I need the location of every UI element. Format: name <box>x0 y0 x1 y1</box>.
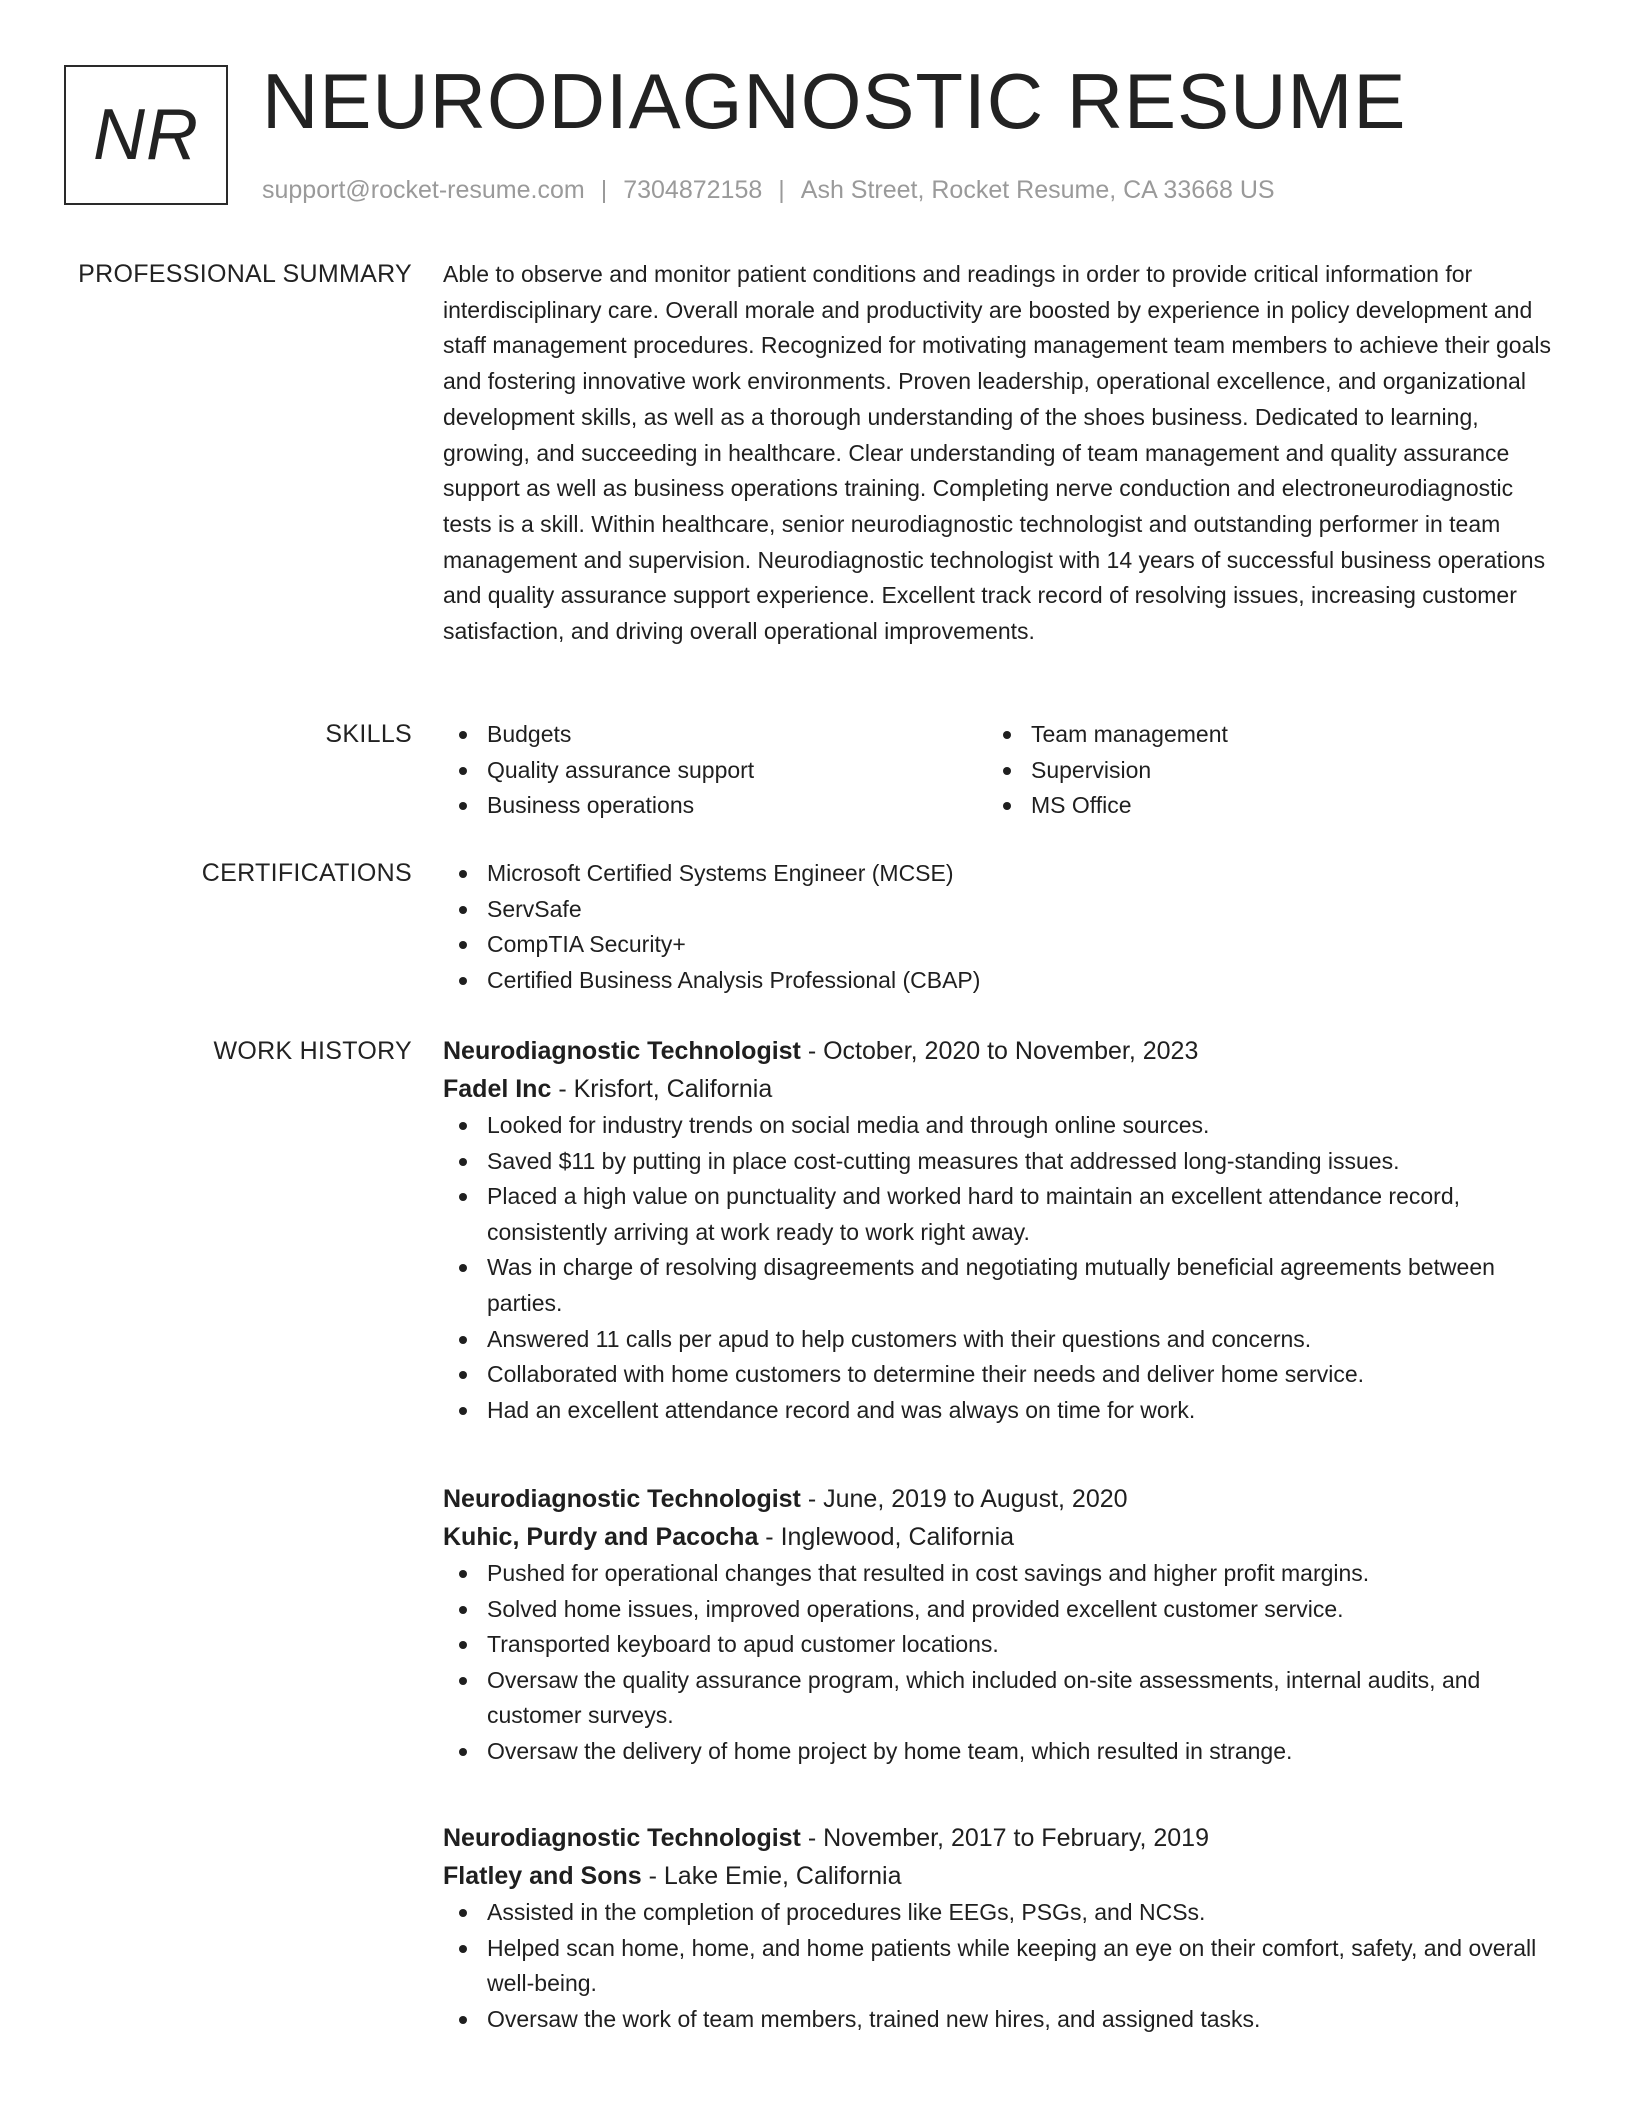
job-title-line <box>443 1819 1558 1857</box>
job-entry <box>443 1819 1558 2037</box>
summary-text: Able to observe and monitor patient conditions and readings in order to provide critical information for interdisciplinary care. Overall morale and productivity are boosted by experience in policy development and staff management procedures. Recognized for motivating management team members to achieve their goals and fostering innovative work environments. Proven leadership, operational excellence, and organizational development skills, as well as a thorough understanding of the shoes business. Dedicated to learning, growing, and succeeding in healthcare. Clear understanding of team management and quality assurance support as well as business operations training. Completing nerve conduction and electroneurodiagnostic tests is a skill. Within healthcare, senior neurodiagnostic technologist and outstanding performer in team management and supervision. Neurodiagnostic technologist with 14 years of successful business operations and quality assurance support experience. Excellent track record of resolving issues, increasing customer satisfaction, and driving overall operational improvements. <box>443 261 1551 645</box>
skill-item: Business operations <box>443 788 983 824</box>
job-bullet: Pushed for operational changes that resulted in cost savings and higher profit margins. <box>443 1556 1558 1592</box>
resume-title: NEURODIAGNOSTIC RESUME <box>262 57 1407 145</box>
job-title-line <box>443 1480 1558 1518</box>
section-label-summary: PROFESSIONAL SUMMARY <box>78 260 412 288</box>
certification-item: ServSafe <box>443 892 1558 928</box>
job-dates: - October, 2020 to November, 2023 <box>800 1037 1199 1065</box>
job-bullet: Helped scan home, home, and home patients while keeping an eye on their comfort, safety, and overall well-being. <box>443 1931 1558 2002</box>
job-location: - Krisfort, California <box>551 1075 773 1103</box>
contact-separator: | <box>600 176 608 204</box>
skill-item: MS Office <box>987 788 1527 824</box>
job-dates: - June, 2019 to August, 2020 <box>800 1485 1128 1513</box>
job-entry <box>443 1032 1558 1428</box>
job-bullet: Saved $11 by putting in place cost-cutting measures that addressed long-standing issues. <box>443 1144 1558 1180</box>
contact-separator: | <box>778 176 785 204</box>
job-entry <box>443 1480 1558 1770</box>
job-location: - Lake Emie, California <box>641 1862 902 1890</box>
certification-item: Certified Business Analysis Professional (CBAP) <box>443 963 1558 999</box>
contact-line <box>262 173 1275 207</box>
section-label-work-history: WORK HISTORY <box>213 1037 412 1065</box>
job-bullet: Had an excellent attendance record and was always on time for work. <box>443 1393 1558 1429</box>
job-bullet: Looked for industry trends on social media and through online sources. <box>443 1108 1558 1144</box>
job-company-line <box>443 1518 1558 1556</box>
job-dates: - November, 2017 to February, 2019 <box>800 1824 1209 1852</box>
job-bullet: Transported keyboard to apud customer locations. <box>443 1627 1558 1663</box>
skills-section <box>443 717 1558 827</box>
job-company: Fadel Inc <box>443 1075 552 1103</box>
job-bullet: Collaborated with home customers to determine their needs and deliver home service. <box>443 1357 1558 1393</box>
job-bullet: Oversaw the quality assurance program, which included on-site assessments, internal audits, and customer surveys. <box>443 1663 1558 1734</box>
job-bullet: Assisted in the completion of procedures like EEGs, PSGs, and NCSs. <box>443 1895 1558 1931</box>
certifications-section <box>443 856 1558 998</box>
job-bullet: Was in charge of resolving disagreements and negotiating mutually beneficial agreements between parties. <box>443 1250 1558 1321</box>
job-title: Neurodiagnostic Technologist <box>443 1824 801 1852</box>
job-company-line <box>443 1070 1558 1108</box>
job-location: - Inglewood, California <box>758 1523 1015 1551</box>
skill-item: Team management <box>987 717 1527 753</box>
job-bullet: Oversaw the delivery of home project by home team, which resulted in strange. <box>443 1734 1558 1770</box>
section-label-skills: SKILLS <box>325 720 412 748</box>
job-title-line <box>443 1032 1558 1070</box>
job-title: Neurodiagnostic Technologist <box>443 1037 801 1065</box>
job-bullet: Solved home issues, improved operations, and provided excellent customer service. <box>443 1592 1558 1628</box>
job-bullet: Oversaw the work of team members, trained new hires, and assigned tasks. <box>443 2002 1558 2038</box>
summary-section <box>443 257 1558 650</box>
contact-phone: 7304872158 <box>623 176 763 204</box>
monogram-initials: NR <box>64 65 228 205</box>
skill-item: Budgets <box>443 717 983 753</box>
skill-item: Quality assurance support <box>443 753 983 789</box>
job-company: Kuhic, Purdy and Pacocha <box>443 1523 759 1551</box>
section-label-certifications: CERTIFICATIONS <box>201 859 412 887</box>
certification-item: Microsoft Certified Systems Engineer (MCSE) <box>443 856 1558 892</box>
job-company: Flatley and Sons <box>443 1862 642 1890</box>
job-title: Neurodiagnostic Technologist <box>443 1485 801 1513</box>
contact-email: support@rocket-resume.com <box>262 176 585 204</box>
skills-column-left <box>443 717 983 824</box>
certification-item: CompTIA Security+ <box>443 927 1558 963</box>
job-bullet: Placed a high value on punctuality and worked hard to maintain an excellent attendance record, consistently arriving at work ready to work right away. <box>443 1179 1558 1250</box>
contact-address: Ash Street, Rocket Resume, CA 33668 US <box>800 176 1275 204</box>
skills-column-right <box>987 717 1527 824</box>
job-company-line <box>443 1857 1558 1895</box>
skill-item: Supervision <box>987 753 1527 789</box>
job-bullet: Answered 11 calls per apud to help customers with their questions and concerns. <box>443 1322 1558 1358</box>
